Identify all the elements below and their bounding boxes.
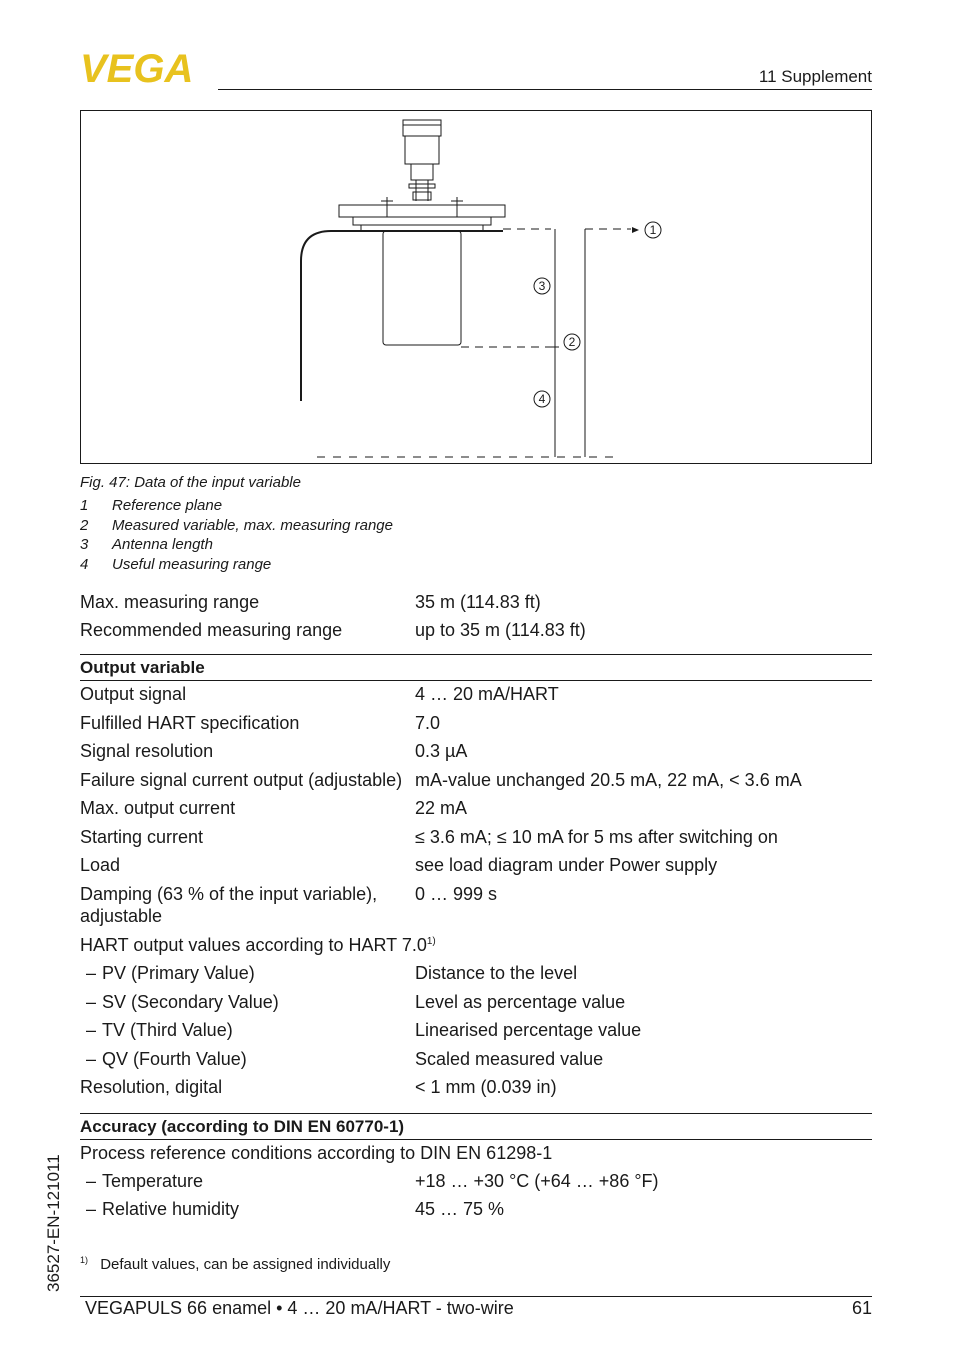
hart-heading-row — [80, 934, 872, 963]
table-row — [80, 591, 872, 619]
table-row — [80, 1019, 872, 1048]
row-label: Recommended measuring range — [80, 620, 343, 640]
row-label — [80, 1019, 415, 1048]
table-row — [80, 1198, 872, 1226]
dash-bullet: – — [86, 1171, 97, 1191]
legend-num: 1 — [80, 497, 89, 514]
output-section — [80, 654, 872, 1105]
table-row — [80, 740, 872, 769]
row-label-text: TV (Third Value) — [102, 1020, 233, 1040]
row-label: Fulfilled HART specification — [80, 712, 300, 733]
table-row — [80, 712, 872, 741]
dash-bullet: – — [86, 991, 97, 1012]
row-label — [80, 883, 415, 934]
table-row-damping — [80, 883, 872, 934]
row-label-text: Relative humidity — [102, 1199, 240, 1219]
row-value: 4 … 20 mA/HART — [415, 684, 559, 704]
row-value: Distance to the level — [415, 963, 578, 983]
row-label-text: SV (Secondary Value) — [102, 991, 279, 1012]
row-value: 0 … 999 s — [415, 883, 498, 904]
legend-item — [80, 497, 393, 517]
legend-num: 2 — [80, 516, 89, 534]
table-row — [80, 683, 872, 712]
table-row — [80, 854, 872, 883]
figure-caption: Fig. 47: Data of the input variable — [80, 474, 301, 491]
row-value: mA-value unchanged 20.5 mA, 22 mA, < 3.6 mA — [415, 769, 802, 790]
table-row — [80, 1170, 872, 1198]
callout-1: 1 — [649, 223, 657, 237]
row-value: Scaled measured value — [415, 1048, 604, 1069]
footnote-mark: 1) — [80, 1255, 89, 1265]
footer-rule — [80, 1296, 872, 1297]
legend-item — [80, 536, 393, 556]
callout-4: 4 — [538, 392, 546, 406]
row-value: Linearised percentage value — [415, 1020, 642, 1040]
accuracy-intro: Process reference conditions according to DIN EN 61298-1 — [80, 1143, 553, 1163]
figure-box — [80, 110, 872, 464]
row-label — [80, 962, 415, 991]
footnote — [80, 1256, 390, 1273]
row-value: 45 … 75 % — [415, 1199, 505, 1219]
footnote-ref: 1) — [426, 935, 436, 947]
row-label: Failure signal current output (adjustable) — [80, 769, 403, 790]
section-title: 11 Supplement — [758, 67, 872, 86]
table-row — [80, 619, 872, 647]
row-value: 0.3 µA — [415, 741, 468, 761]
dash-bullet: – — [86, 963, 97, 983]
accuracy-section — [80, 1113, 872, 1226]
footer-title: VEGAPULS 66 enamel • 4 … 20 mA/HART - two-wire — [85, 1298, 514, 1318]
row-label: Signal resolution — [80, 741, 214, 761]
legend-text: Reference plane — [112, 497, 223, 514]
table-row — [80, 1048, 872, 1077]
row-value: 35 m (114.83 ft) — [415, 592, 541, 612]
figure-legend — [80, 497, 393, 575]
vessel-wall — [301, 231, 503, 401]
row-value: see load diagram under Power supply — [415, 855, 718, 875]
housing-body — [405, 136, 439, 164]
section-heading-output: Output variable — [80, 654, 872, 681]
callout-2: 2 — [568, 335, 576, 349]
legend-text: Antenna length — [112, 536, 213, 553]
legend-item — [80, 556, 393, 576]
header-rule — [218, 89, 872, 90]
dash-bullet: – — [86, 1199, 97, 1219]
flange — [339, 205, 505, 217]
damping-label-line1: Damping (63 % of the input variable), — [80, 883, 378, 904]
table-row — [80, 826, 872, 855]
row-label: Max. measuring range — [80, 592, 260, 612]
damping-label-line2: adjustable — [80, 905, 163, 926]
footnote-text: Default values, can be assigned individually — [100, 1256, 391, 1273]
section-heading-accuracy: Accuracy (according to DIN EN 60770-1) — [80, 1113, 872, 1140]
row-value: ≤ 3.6 mA; ≤ 10 mA for 5 ms after switching on — [415, 826, 778, 847]
document-code: 36527-EN-121011 — [44, 1154, 63, 1292]
vega-logo — [80, 50, 212, 84]
housing-top — [403, 120, 441, 136]
legend-num: 3 — [80, 536, 89, 553]
table-row — [80, 962, 872, 991]
hart-heading — [80, 934, 436, 963]
row-value: +18 … +30 °C (+64 … +86 °F) — [415, 1171, 659, 1191]
hart-heading-text: HART output values according to HART 7.0 — [80, 934, 427, 955]
dash-bullet: – — [86, 1020, 97, 1040]
row-value: up to 35 m (114.83 ft) — [415, 620, 586, 640]
callout-1-arrow — [632, 227, 639, 233]
range-table — [80, 591, 872, 647]
table-row — [80, 769, 872, 798]
row-label: Resolution, digital — [80, 1077, 223, 1097]
row-label — [80, 991, 415, 1020]
row-label: Load — [80, 855, 121, 875]
row-value: < 1 mm (0.039 in) — [415, 1077, 557, 1097]
vega-logo-text: VEGA — [80, 50, 194, 84]
row-label — [80, 1170, 415, 1198]
dash-bullet: – — [86, 1048, 97, 1069]
antenna-horn — [383, 231, 461, 345]
row-label — [80, 1198, 415, 1226]
table-row — [80, 1076, 872, 1105]
row-value: 22 mA — [415, 798, 468, 818]
page-number: 61 — [851, 1298, 872, 1318]
row-label — [80, 1048, 415, 1077]
table-row — [80, 991, 872, 1020]
legend-text: Measured variable, max. measuring range — [112, 516, 393, 534]
row-label: Output signal — [80, 684, 187, 704]
legend-text: Useful measuring range — [112, 555, 272, 573]
housing-neck — [411, 164, 433, 180]
row-value: 7.0 — [415, 712, 441, 733]
legend-item — [80, 517, 393, 537]
row-value: Level as percentage value — [415, 991, 626, 1012]
callout-3: 3 — [538, 279, 546, 293]
row-label: Starting current — [80, 826, 204, 847]
table-row — [80, 797, 872, 826]
row-label-text: PV (Primary Value) — [102, 963, 255, 983]
legend-num: 4 — [80, 555, 89, 573]
row-label: Max. output current — [80, 798, 236, 818]
row-label-text: Temperature — [102, 1171, 204, 1191]
row-label-text: QV (Fourth Value) — [102, 1048, 247, 1069]
antenna-diagram — [81, 111, 873, 465]
